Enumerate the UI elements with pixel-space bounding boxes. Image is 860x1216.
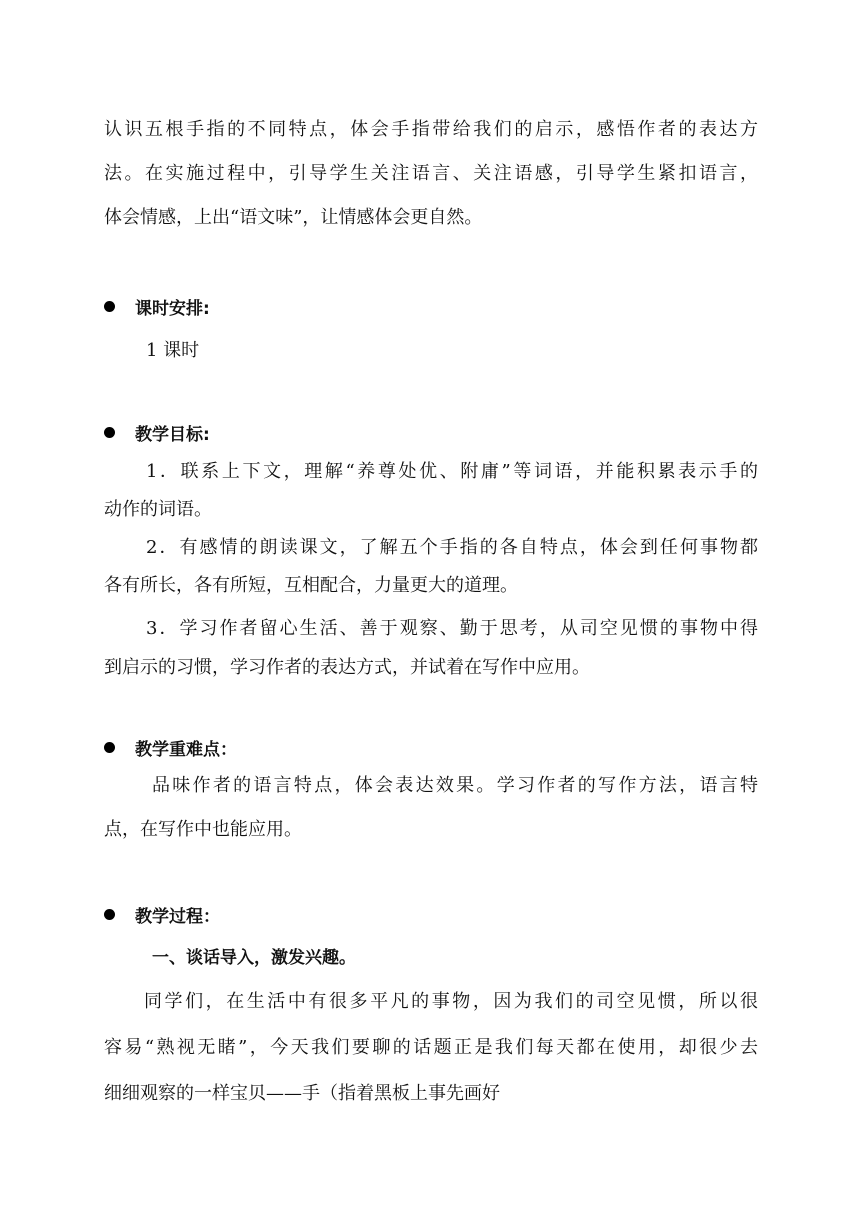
intro-line-1: 认识五根手指的不同特点，体会手指带给我们的启示，感悟作者的表达方	[104, 119, 758, 140]
goal-line-2: 动作的词语。	[104, 499, 212, 520]
process-heading: 教学过程：	[135, 906, 220, 927]
key-points-line-1: 品味作者的语言特点，体会表达效果。学习作者的写作方法，语言特	[152, 775, 758, 796]
goals-heading-row	[104, 420, 210, 444]
key-points-heading: 教学重难点：	[135, 739, 237, 760]
key-points-line-2: 点，在写作中也能应用。	[104, 819, 302, 840]
process-subheading: 一、谈话导入，激发兴趣。	[152, 948, 356, 968]
goal-line-3: 2．有感情的朗读课文，了解五个手指的各自特点，体会到任何事物都	[146, 537, 758, 558]
intro-line-3: 体会情感，上出“语文味”，让情感体会更自然。	[104, 207, 483, 228]
schedule-content: 1 课时	[146, 340, 200, 361]
goal-line-1: 1．联系上下文，理解“养尊处优、附庸”等词语，并能积累表示手的	[146, 461, 758, 482]
bullet-icon	[104, 301, 115, 312]
goal-line-5: 3．学习作者留心生活、善于观察、勤于思考，从司空见惯的事物中得	[146, 618, 758, 639]
schedule-heading: 课时安排:	[135, 298, 210, 319]
key-points-heading-row	[104, 735, 237, 759]
goal-line-4: 各有所长，各有所短，互相配合，力量更大的道理。	[104, 575, 518, 596]
bullet-icon	[104, 427, 115, 438]
bullet-icon	[104, 742, 115, 753]
schedule-heading-row	[104, 294, 210, 318]
goal-line-6: 到启示的习惯，学习作者的表达方式，并试着在写作中应用。	[104, 657, 590, 678]
goals-heading: 教学目标:	[135, 424, 210, 445]
process-heading-row	[104, 902, 220, 926]
process-line-3: 细细观察的一样宝贝——手（指着黑板上事先画好	[104, 1083, 500, 1104]
process-line-2: 容易“熟视无睹”，今天我们要聊的话题正是我们每天都在使用，却很少去	[104, 1037, 758, 1058]
process-line-1: 同学们，在生活中有很多平凡的事物，因为我们的司空见惯，所以很	[144, 991, 758, 1012]
bullet-icon	[104, 909, 115, 920]
intro-line-2: 法。在实施过程中，引导学生关注语言、关注语感，引导学生紧扣语言，	[104, 163, 758, 184]
